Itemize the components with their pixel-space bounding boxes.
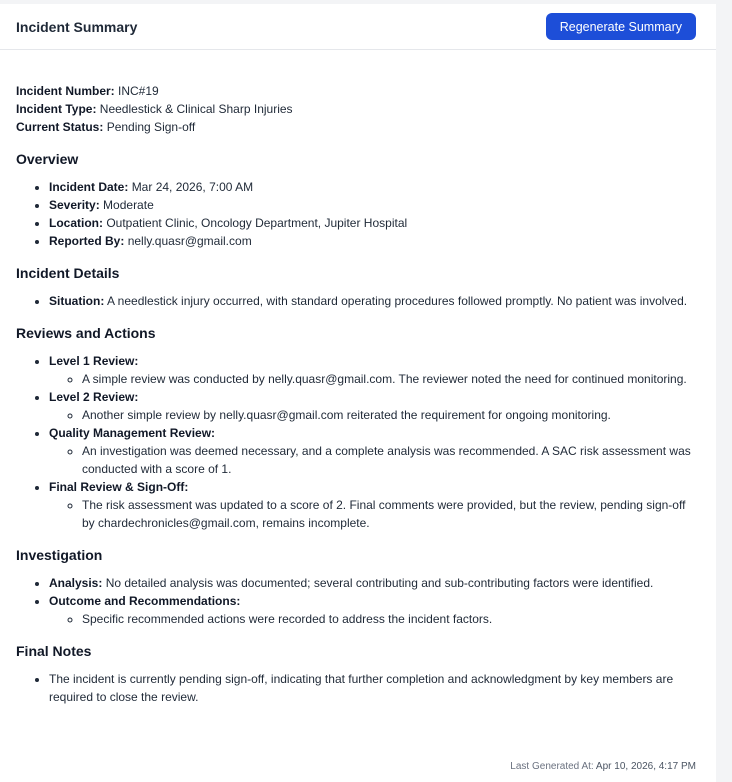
current-status-value: Pending Sign-off bbox=[106, 120, 196, 134]
item-value: nelly.quasr@gmail.com bbox=[127, 234, 252, 248]
incident-number-line bbox=[16, 82, 700, 100]
incident-details-heading: Incident Details bbox=[16, 265, 120, 281]
item-value: Mar 24, 2026, 7:00 AM bbox=[131, 180, 254, 194]
sub-list-item: ◦ Another simple review by nelly.quasr@gmail.com reiterated the requirement for ongoing monitoring. bbox=[82, 406, 700, 424]
investigation-heading: Investigation bbox=[16, 547, 103, 563]
overview-list bbox=[16, 178, 700, 250]
reviews-heading: Reviews and Actions bbox=[16, 325, 156, 341]
final-notes-heading: Final Notes bbox=[16, 643, 92, 659]
page-title: Incident Summary bbox=[16, 18, 138, 35]
list-item: • The incident is currently pending sign-off, indicating that further completion and acknowledgment by key members are required to close the review. bbox=[49, 670, 700, 706]
item-label: Reported By: bbox=[49, 234, 125, 248]
item-label: Outcome and Recommendations: bbox=[49, 594, 241, 608]
sub-list bbox=[49, 442, 700, 478]
list-item bbox=[49, 574, 700, 592]
item-label: Incident Date: bbox=[49, 180, 129, 194]
item-label: Level 2 Review: bbox=[49, 390, 139, 404]
sub-list-item: ◦ Specific recommended actions were recorded to address the incident factors. bbox=[82, 610, 700, 628]
list-item bbox=[49, 196, 700, 214]
sub-list bbox=[49, 496, 700, 532]
incident-number-value: INC#19 bbox=[118, 84, 159, 98]
panel-header bbox=[0, 4, 716, 50]
item-label: Situation: bbox=[49, 294, 105, 308]
list-item bbox=[49, 592, 700, 628]
item-label: Quality Management Review: bbox=[49, 426, 216, 440]
list-item bbox=[49, 478, 700, 532]
item-value: Outpatient Clinic, Oncology Department, Jupiter Hospital bbox=[106, 216, 408, 230]
regenerate-summary-button[interactable]: Regenerate Summary bbox=[546, 13, 696, 40]
sub-list-item: ◦ The risk assessment was updated to a score of 2. Final comments were provided, but the review, pending sign-off by chardechronicles@gmail.com, remains incomplete. bbox=[82, 496, 700, 532]
current-status-line bbox=[16, 118, 700, 136]
item-label: Location: bbox=[49, 216, 103, 230]
list-item bbox=[49, 352, 700, 388]
summary-content bbox=[0, 50, 716, 706]
item-value: A needlestick injury occurred, with standard operating procedures followed promptly. No patient was involved. bbox=[107, 294, 688, 308]
sub-list bbox=[49, 406, 700, 424]
item-value: Moderate bbox=[103, 198, 154, 212]
investigation-list bbox=[16, 574, 700, 628]
last-generated-label: Last Generated At: bbox=[510, 761, 594, 772]
list-item bbox=[49, 388, 700, 424]
sub-list bbox=[49, 370, 700, 388]
incident-summary-panel bbox=[0, 4, 716, 782]
overview-heading: Overview bbox=[16, 151, 79, 167]
last-generated-footer bbox=[510, 761, 696, 772]
list-item bbox=[49, 178, 700, 196]
last-generated-value: Apr 10, 2026, 4:17 PM bbox=[595, 761, 696, 772]
final-notes-list bbox=[16, 670, 700, 706]
incident-number-label: Incident Number: bbox=[16, 84, 115, 98]
incident-type-label: Incident Type: bbox=[16, 102, 97, 116]
item-label: Final Review & Sign-Off: bbox=[49, 480, 189, 494]
item-label: Level 1 Review: bbox=[49, 354, 139, 368]
current-status-label: Current Status: bbox=[16, 120, 104, 134]
list-item bbox=[49, 214, 700, 232]
list-item bbox=[49, 292, 700, 310]
item-value: No detailed analysis was documented; several contributing and sub-contributing factors were identified. bbox=[105, 576, 654, 590]
incident-details-list bbox=[16, 292, 700, 310]
sub-list-item: ◦ An investigation was deemed necessary, and a complete analysis was recommended. A SAC risk assessment was conducted with a score of 1. bbox=[82, 442, 700, 478]
item-label: Analysis: bbox=[49, 576, 103, 590]
reviews-list bbox=[16, 352, 700, 532]
list-item bbox=[49, 424, 700, 478]
incident-type-value: Needlestick & Clinical Sharp Injuries bbox=[99, 102, 293, 116]
list-item bbox=[49, 232, 700, 250]
sub-list-item: ◦ A simple review was conducted by nelly.quasr@gmail.com. The reviewer noted the need for continued monitoring. bbox=[82, 370, 700, 388]
incident-type-line bbox=[16, 100, 700, 118]
item-label: Severity: bbox=[49, 198, 100, 212]
sub-list bbox=[49, 610, 700, 628]
